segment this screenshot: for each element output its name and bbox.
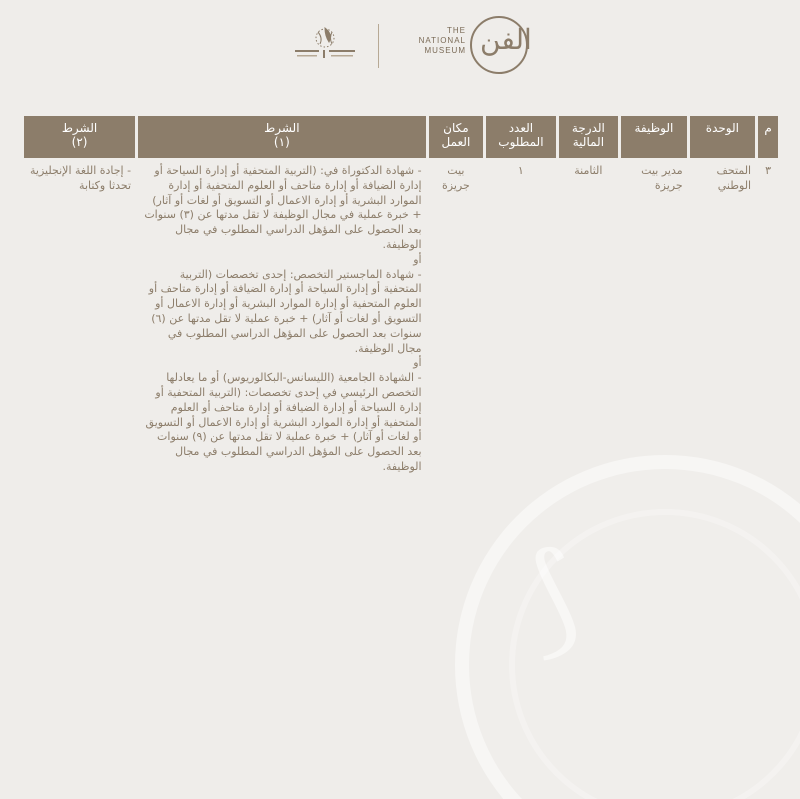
museum-name-line: MUSEUM	[424, 46, 466, 55]
seal-calligraphy-icon: ⟆	[519, 526, 586, 671]
condition-1-or: أو	[413, 252, 422, 266]
museum-name	[392, 26, 466, 56]
cell-condition-2: - إجادة اللغة الإنجليزية تحدثا وكتابة	[30, 164, 132, 192]
cell-unit: المتحف الوطني	[716, 164, 752, 192]
table-row	[24, 164, 778, 475]
museum-seal-logo-icon	[470, 16, 532, 74]
museum-mark-glyph: الفن	[480, 23, 532, 56]
cell-condition-1	[138, 164, 426, 475]
condition-1-option-bachelors: - الشهادة الجامعية (الليسانس-البكالوريوس) أو ما يعادلها التخصص الرئيسي في إحدى تخصصات: (التربية المتحفية أو إدارة السياحة أو إدارة الضيافة أو إدارة متاحف أو العلوم المتحفية أو إدارة الموارد البشرية أو إدارة الاعمال أو التسويق أو لغات أو آثار) + خبرة عملية لا تقل مدتها عن (٩) سنوات بعد الحصول على المؤهل الدراسي المطلوب في مجال الوظيفة.	[145, 371, 422, 473]
header-m: م	[758, 116, 778, 158]
cell-place: بيت جريزة	[441, 164, 470, 192]
header-condition-2	[24, 116, 135, 158]
header-condition-1-title: الشرط	[264, 121, 300, 135]
header-unit: الوحدة	[690, 116, 755, 158]
table-header-row	[24, 116, 778, 158]
cell-grade: الثامنة	[574, 164, 603, 177]
background-seal-watermark	[455, 455, 800, 799]
condition-1-option-masters: - شهادة الماجستير التخصص: إحدى تخصصات (التربية المتحفية أو إدارة السياحة أو إدارة الضيافة أو إدارة متاحف أو العلوم المتحفية أو إدارة الموارد البشرية أو إدارة الاعمال أو التسويق أو لغات أو آثار) + خبرة عملية لا تقل مدتها عن (٦) سنوات بعد الحصول على المؤهل الدراسي المطلوب في مجال الوظيفة.	[148, 267, 422, 355]
header-condition-1-num: (١)	[273, 135, 290, 149]
header-count: العدد المطلوب	[486, 116, 555, 158]
cell-m: ٣	[765, 164, 772, 177]
jobs-table	[24, 116, 778, 475]
condition-1-or: أو	[413, 356, 422, 370]
page-header	[0, 16, 800, 76]
header-condition-1	[138, 116, 426, 158]
cell-count: ١	[517, 164, 524, 177]
header-place: مكان العمل	[429, 116, 484, 158]
cell-job: مدير بيت جريزة	[641, 164, 683, 192]
logo-divider	[378, 24, 379, 68]
header-job: الوظيفة	[621, 116, 686, 158]
header-condition-2-title: الشرط	[61, 121, 98, 135]
header-grade: الدرجة المالية	[559, 116, 619, 158]
museum-name-line: NATIONAL	[418, 36, 466, 45]
condition-1-option-doctorate: - شهادة الدكتوراة في: (التربية المتحفية أو إدارة السياحة أو إدارة الضيافة أو إدارة متاحف أو العلوم المتحفية أو إدارة الموارد البشرية أو إدارة الاعمال أو التسويق أو لغات أو آثار) + خبرة عملية في مجال الوظيفة لا تقل مدتها عن (٣) سنوات بعد الحصول على المؤهل الدراسي المطلوب في مجال الوظيفة.	[144, 164, 422, 251]
museum-name-line: THE	[447, 26, 466, 35]
header-condition-2-num: (٢)	[71, 135, 88, 149]
ministry-logo-icon	[285, 24, 365, 64]
